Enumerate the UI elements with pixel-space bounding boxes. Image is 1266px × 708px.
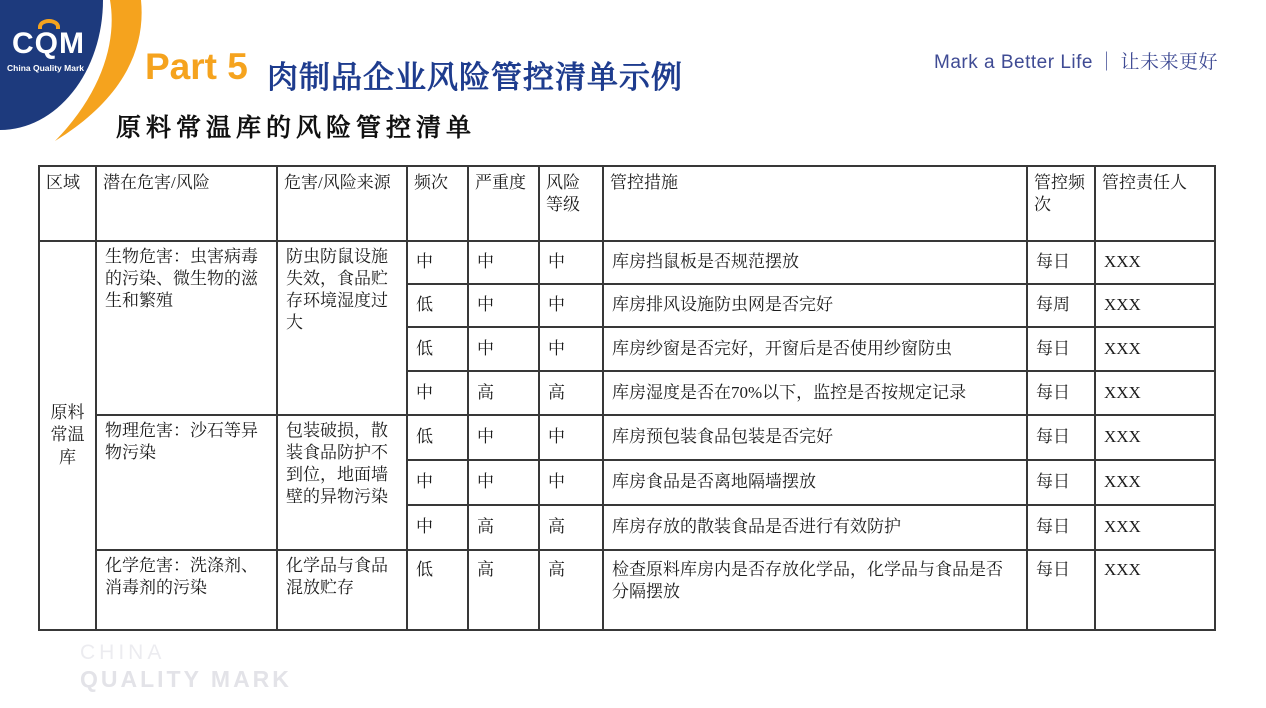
hazard-cell: 物理危害：沙石等异物污染 [96,415,277,550]
col-header-severity: 严重度 [468,166,539,241]
measure-cell: 库房食品是否离地隔墙摆放 [603,460,1027,505]
severity-cell: 中 [468,284,539,327]
frequency-cell: 中 [407,371,468,415]
owner-cell: XXX [1095,241,1215,284]
area-cell: 原料常温库 [39,241,96,630]
severity-cell: 高 [468,505,539,550]
risk-level-cell: 中 [539,284,603,327]
logo-subtext: China Quality Mark [7,63,84,73]
control-frequency-cell: 每日 [1027,327,1095,371]
severity-cell: 高 [468,550,539,630]
table-row [39,241,1215,284]
owner-cell: XXX [1095,415,1215,460]
col-header-area: 区域 [39,166,96,241]
hazard-cell: 化学危害：洗涤剂、消毒剂的污染 [96,550,277,630]
table-caption: 原料常温库的风险管控清单 [116,115,477,142]
risk-level-cell: 高 [539,505,603,550]
frequency-cell: 中 [407,460,468,505]
col-header-measure: 管控措施 [603,166,1027,241]
measure-cell: 库房排风设施防虫网是否完好 [603,284,1027,327]
measure-cell: 库房纱窗是否完好，开窗后是否使用纱窗防虫 [603,327,1027,371]
table-row [39,550,1215,630]
severity-cell: 中 [468,415,539,460]
col-header-risk-level: 风险等级 [539,166,603,241]
measure-cell: 库房湿度是否在70%以下，监控是否按规定记录 [603,371,1027,415]
col-header-control-frequency: 管控频次 [1027,166,1095,241]
control-frequency-cell: 每日 [1027,460,1095,505]
part-label: Part 5 [145,46,248,87]
measure-cell: 检查原料库房内是否存放化学品，化学品与食品是否分隔摆放 [603,550,1027,630]
frequency-cell: 中 [407,505,468,550]
severity-cell: 中 [468,460,539,505]
control-frequency-cell: 每日 [1027,505,1095,550]
source-cell: 化学品与食品混放贮存 [277,550,407,630]
severity-cell: 中 [468,327,539,371]
measure-cell: 库房挡鼠板是否规范摆放 [603,241,1027,284]
risk-level-cell: 中 [539,415,603,460]
source-cell: 防虫防鼠设施失效，食品贮存环境湿度过大 [277,241,407,415]
header-row [39,166,1215,241]
frequency-cell: 低 [407,550,468,630]
control-frequency-cell: 每日 [1027,241,1095,284]
watermark-line2: QUALITY MARK [80,666,292,692]
frequency-cell: 低 [407,284,468,327]
control-frequency-cell: 每周 [1027,284,1095,327]
owner-cell: XXX [1095,371,1215,415]
owner-cell: XXX [1095,327,1215,371]
table-row [39,415,1215,460]
frequency-cell: 中 [407,241,468,284]
control-frequency-cell: 每日 [1027,371,1095,415]
frequency-cell: 低 [407,415,468,460]
control-frequency-cell: 每日 [1027,550,1095,630]
hazard-cell: 生物危害：虫害病毒的污染、微生物的滋生和繁殖 [96,241,277,415]
risk-level-cell: 高 [539,371,603,415]
risk-level-cell: 中 [539,460,603,505]
measure-cell: 库房存放的散装食品是否进行有效防护 [603,505,1027,550]
tagline-chinese: 让未来更好 [1120,52,1218,73]
col-header-owner: 管控责任人 [1095,166,1215,241]
severity-cell: 高 [468,371,539,415]
risk-level-cell: 高 [539,550,603,630]
severity-cell: 中 [468,241,539,284]
col-header-hazard: 潜在危害/风险 [96,166,277,241]
tagline-english: Mark a Better Life [934,52,1093,73]
owner-cell: XXX [1095,284,1215,327]
page-title: 肉制品企业风险管控清单示例 [267,60,683,95]
risk-control-table [38,165,1216,631]
col-header-frequency: 频次 [407,166,468,241]
owner-cell: XXX [1095,505,1215,550]
logo-text: CQM [12,27,85,60]
watermark-line1: CHINA [80,641,166,664]
owner-cell: XXX [1095,460,1215,505]
source-cell: 包装破损，散装食品防护不到位，地面墙壁的异物污染 [277,415,407,550]
tagline-separator: ｜ [1096,52,1117,73]
watermark [80,641,292,693]
risk-level-cell: 中 [539,327,603,371]
control-frequency-cell: 每日 [1027,415,1095,460]
measure-cell: 库房预包装食品包装是否完好 [603,415,1027,460]
frequency-cell: 低 [407,327,468,371]
brand-tagline [934,47,1218,74]
owner-cell: XXX [1095,550,1215,630]
col-header-source: 危害/风险来源 [277,166,407,241]
risk-level-cell: 中 [539,241,603,284]
